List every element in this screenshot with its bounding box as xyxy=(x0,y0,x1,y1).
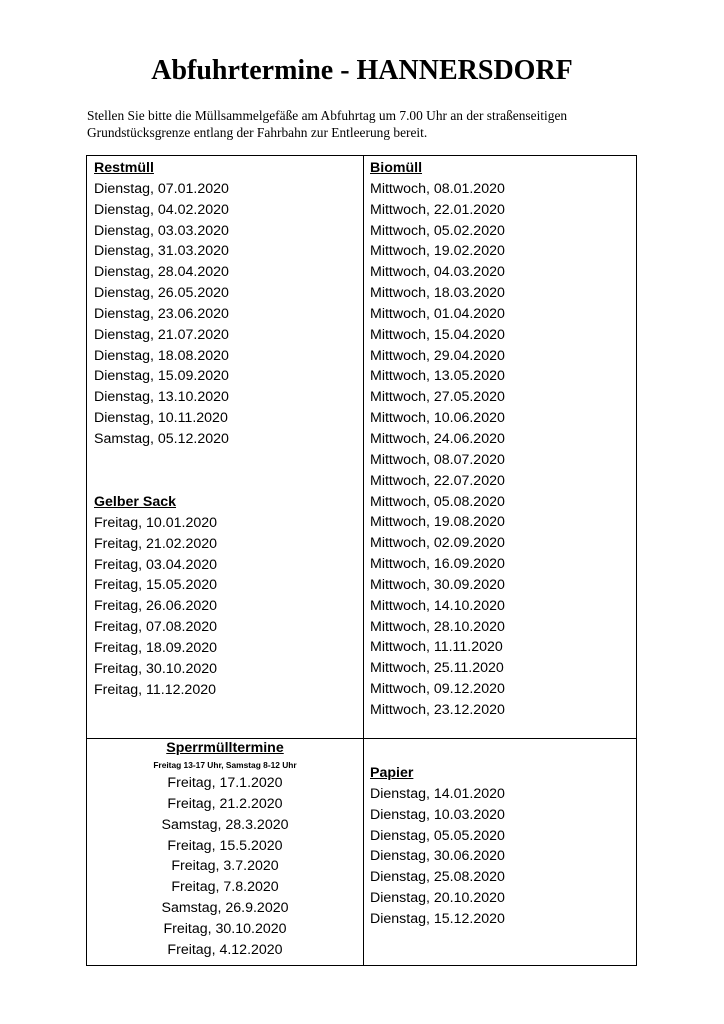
date-entry: Mittwoch, 05.08.2020 xyxy=(370,493,505,510)
date-entry: Dienstag, 20.10.2020 xyxy=(370,890,505,907)
schedule-table xyxy=(86,155,637,966)
date-entry: Mittwoch, 11.11.2020 xyxy=(370,639,503,656)
date-entry: Mittwoch, 19.08.2020 xyxy=(370,514,505,531)
date-entry: Mittwoch, 02.09.2020 xyxy=(370,535,505,552)
date-entry: Dienstag, 18.08.2020 xyxy=(94,347,229,364)
date-entry: Mittwoch, 18.03.2020 xyxy=(370,285,505,302)
date-entry: Samstag, 26.9.2020 xyxy=(161,900,289,917)
date-entry: Mittwoch, 27.05.2020 xyxy=(370,389,505,406)
date-entry: Mittwoch, 23.12.2020 xyxy=(370,701,505,718)
date-entry: Mittwoch, 13.05.2020 xyxy=(370,368,505,385)
date-entry: Freitag, 3.7.2020 xyxy=(171,858,279,875)
date-entry: Freitag, 07.08.2020 xyxy=(94,619,218,636)
gelber-sack-heading: Gelber Sack xyxy=(94,494,177,510)
date-entry: Mittwoch, 09.12.2020 xyxy=(370,681,505,698)
date-entry: Mittwoch, 29.04.2020 xyxy=(370,347,505,364)
date-entry: Freitag, 26.06.2020 xyxy=(94,598,218,615)
papier-section xyxy=(370,763,505,930)
date-entry: Dienstag, 14.01.2020 xyxy=(370,785,505,802)
date-entry: Dienstag, 15.12.2020 xyxy=(370,910,505,927)
intro-text xyxy=(87,107,647,141)
gelber-sack-section xyxy=(94,492,217,700)
date-entry: Dienstag, 15.09.2020 xyxy=(94,368,229,385)
date-entry: Freitag, 7.8.2020 xyxy=(171,879,279,896)
date-entry: Dienstag, 23.06.2020 xyxy=(94,305,229,322)
date-entry: Freitag, 17.1.2020 xyxy=(167,775,283,791)
date-entry: Dienstag, 04.02.2020 xyxy=(94,201,229,218)
date-entry: Freitag, 03.04.2020 xyxy=(94,556,218,573)
intro-line: Stellen Sie bitte die Müllsammelgefäße am Abfuhrtag um 7.00 Uhr an der straßenseitigen xyxy=(87,108,568,123)
date-entry: Dienstag, 30.06.2020 xyxy=(370,848,505,865)
intro-line: Grundstücksgrenze entlang der Fahrbahn zur Entleerung bereit. xyxy=(87,125,428,140)
date-entry: Mittwoch, 28.10.2020 xyxy=(370,618,505,635)
date-entry: Samstag, 05.12.2020 xyxy=(94,430,229,447)
biomuell-heading: Biomüll xyxy=(370,160,423,176)
date-entry: Dienstag, 28.04.2020 xyxy=(94,264,229,281)
date-entry: Dienstag, 03.03.2020 xyxy=(94,222,229,239)
date-entry: Mittwoch, 25.11.2020 xyxy=(370,660,504,677)
date-entry: Freitag, 10.01.2020 xyxy=(94,514,218,531)
date-entry: Freitag, 18.09.2020 xyxy=(94,639,218,656)
date-entry: Dienstag, 25.08.2020 xyxy=(370,869,505,886)
date-entry: Freitag, 15.05.2020 xyxy=(94,577,218,594)
date-entry: Freitag, 21.2.2020 xyxy=(167,795,283,812)
restmuell-heading: Restmüll xyxy=(94,160,154,176)
date-entry: Mittwoch, 22.01.2020 xyxy=(370,201,505,218)
page-title: Abfuhrtermine - HANNERSDORF xyxy=(151,55,573,86)
date-entry: Mittwoch, 22.07.2020 xyxy=(370,472,505,489)
papier-heading: Papier xyxy=(370,765,414,781)
date-entry: Freitag, 4.12.2020 xyxy=(167,941,283,958)
date-entry: Dienstag, 10.03.2020 xyxy=(370,806,505,823)
date-entry: Dienstag, 31.03.2020 xyxy=(94,243,229,260)
sperrmuell-section xyxy=(87,739,363,961)
date-entry: Mittwoch, 15.04.2020 xyxy=(370,326,505,343)
date-entry: Dienstag, 13.10.2020 xyxy=(94,389,229,406)
date-entry: Mittwoch, 16.09.2020 xyxy=(370,556,505,573)
biomuell-section xyxy=(370,158,505,721)
date-entry: Mittwoch, 24.06.2020 xyxy=(370,430,505,447)
sperrmuell-hours-note: Freitag 13-17 Uhr, Samstag 8-12 Uhr xyxy=(153,760,297,770)
date-entry: Mittwoch, 10.06.2020 xyxy=(370,410,505,427)
date-entry: Freitag, 15.5.2020 xyxy=(167,837,283,854)
date-entry: Mittwoch, 19.02.2020 xyxy=(370,243,505,260)
date-entry: Samstag, 28.3.2020 xyxy=(161,816,289,833)
date-entry: Freitag, 30.10.2020 xyxy=(163,920,287,937)
sperrmuell-heading: Sperrmülltermine xyxy=(166,740,284,756)
date-entry: Mittwoch, 08.01.2020 xyxy=(370,180,505,197)
date-entry: Dienstag, 07.01.2020 xyxy=(94,180,229,197)
date-entry: Mittwoch, 30.09.2020 xyxy=(370,576,505,593)
date-entry: Mittwoch, 01.04.2020 xyxy=(370,305,505,322)
date-entry: Freitag, 30.10.2020 xyxy=(94,660,218,677)
date-entry: Dienstag, 10.11.2020 xyxy=(94,410,228,427)
date-entry: Dienstag, 05.05.2020 xyxy=(370,827,505,844)
date-entry: Freitag, 11.12.2020 xyxy=(94,681,216,698)
date-entry: Freitag, 21.02.2020 xyxy=(94,535,218,552)
date-entry: Dienstag, 26.05.2020 xyxy=(94,285,229,302)
date-entry: Mittwoch, 08.07.2020 xyxy=(370,451,505,468)
date-entry: Mittwoch, 04.03.2020 xyxy=(370,264,505,281)
date-entry: Mittwoch, 14.10.2020 xyxy=(370,597,505,614)
restmuell-section xyxy=(94,158,229,450)
date-entry: Mittwoch, 05.02.2020 xyxy=(370,222,505,239)
date-entry: Dienstag, 21.07.2020 xyxy=(94,326,229,343)
column-divider xyxy=(363,156,364,965)
